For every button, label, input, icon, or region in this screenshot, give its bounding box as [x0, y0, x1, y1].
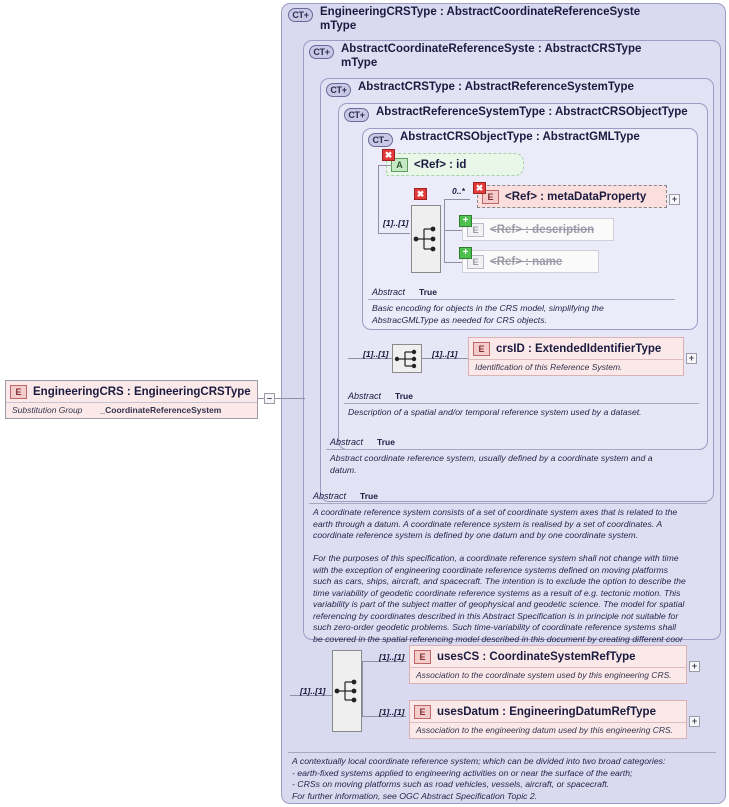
collapse-toggle[interactable]: –: [264, 393, 275, 404]
connector: [275, 398, 305, 399]
ct-expand-icon[interactable]: CT+: [288, 8, 313, 22]
cardinality-label: [1]..[1]: [379, 652, 405, 662]
type-header-abstractcrsobjecttype: CT– AbstractCRSObjectType : AbstractGMLType: [368, 131, 693, 147]
type-header-engineeringcrstype: CT+ EngineeringCRSType : AbstractCoordinateReferenceSyste mType: [288, 6, 718, 33]
abstract-value: True: [419, 287, 437, 297]
connector: [444, 199, 470, 200]
connector: [444, 262, 462, 263]
type-header-abstractcoordinatereferencesystemtype: CT+ AbstractCoordinateReferenceSyste : AbstractCRSType mType: [309, 43, 714, 70]
expand-toggle[interactable]: +: [686, 353, 697, 364]
expand-toggle[interactable]: +: [689, 661, 700, 672]
substitution-group-label: Substitution Group: [12, 405, 83, 415]
type-header-abstractcrstype: CT+ AbstractCRSType : AbstractReferenceSystemType: [326, 81, 706, 97]
substitution-group-value: _CoordinateReferenceSystem: [100, 405, 222, 415]
sequence-compositor[interactable]: [392, 344, 422, 373]
ct-expand-icon[interactable]: CT+: [309, 45, 334, 59]
doc-text: A coordinate reference system consists of a set of coordinate system axes that is related to the earth through a datum. A coordinate reference system is realised by a set of coordinates. A coordinate reference system is defined by one datum and by one coordinate system. For the purposes of this specification, a coordinate reference system shall not change with time with the exception of engineering coordinate reference systems defined on moving platforms such as cars, ships, aircraft, and spacecraft. The intention is to exclude the option to describe the time variability of geodetic coordinate reference systems as a result of e.g. tectonic motion. This variability is part of the subject matter of geophysical and geodetic science. The model for spatial referencing by coordinates described in this Abstract Specification is in principle not suitable for such zero-order geodetic problems. Such time-variability of coordinate reference systems shall be covered in the spatial referencing model described in this document by creating different coor: [313, 507, 686, 644]
cardinality-label: [1]..[1]: [300, 686, 326, 696]
node-usesdatum[interactable]: E usesDatum : EngineeringDatumRefType Association to the engineering datum used by this engineering CRS.: [409, 700, 687, 739]
element-icon: E: [467, 223, 484, 237]
doc-text: Basic encoding for objects in the CRS model, simplifying the AbstracGMLType as needed for CRS objects.: [372, 303, 604, 325]
add-icon: +: [459, 215, 472, 227]
element-icon: E: [467, 255, 484, 269]
ct-expand-icon[interactable]: CT–: [368, 133, 393, 147]
doc-text: Description of a spatial and/or temporal reference system used by a dataset.: [348, 407, 642, 417]
element-icon: E: [482, 190, 499, 204]
node-id-attribute[interactable]: A <Ref> : id: [386, 153, 524, 176]
abstract-label: Abstract: [313, 491, 347, 501]
node-description[interactable]: E <Ref> : description: [462, 218, 614, 241]
sequence-compositor[interactable]: [411, 205, 441, 273]
connector: [378, 233, 410, 234]
cardinality-label: [1]..[1]: [363, 349, 389, 359]
cardinality-label: [1]..[1]: [432, 349, 458, 359]
abstract-label: Abstract: [372, 287, 406, 297]
cardinality-label: [1]..[1]: [383, 218, 409, 228]
type-header-abstractreferencesystemtype: CT+ AbstractReferenceSystemType : AbstractCRSObjectType: [344, 106, 702, 122]
node-doc: Association to the engineering datum used by this engineering CRS.: [410, 722, 686, 738]
doc-abstractcrstype: [326, 436, 698, 478]
doc-text: Abstract coordinate reference system, usually defined by a coordinate system and a datum.: [330, 453, 653, 475]
ct-expand-icon[interactable]: CT+: [326, 83, 351, 97]
connector: [444, 230, 462, 231]
element-icon: E: [414, 705, 431, 719]
abstract-label: Abstract: [348, 391, 382, 401]
node-doc: Association to the coordinate system used by this engineering CRS.: [410, 667, 686, 683]
root-element-engineeringcrs[interactable]: E EngineeringCRS : EngineeringCRSType Substitution Group _CoordinateReferenceSystem: [5, 380, 258, 419]
doc-engineeringcrstype: [288, 752, 716, 804]
attribute-icon: A: [391, 158, 408, 172]
expand-toggle[interactable]: +: [669, 194, 680, 205]
element-icon: E: [10, 385, 27, 399]
connector: [362, 661, 363, 716]
connector: [444, 199, 445, 262]
element-icon: E: [414, 650, 431, 664]
cardinality-label: 0..*: [452, 186, 465, 196]
abstract-label: Abstract: [330, 437, 364, 447]
node-doc: Identification of this Reference System.: [469, 359, 683, 375]
element-icon: E: [473, 342, 490, 356]
sequence-compositor[interactable]: [332, 650, 362, 732]
add-icon: +: [459, 247, 472, 259]
doc-abstractreferencesystemtype: [344, 390, 699, 421]
abstract-value: True: [360, 491, 378, 501]
node-crsid[interactable]: E crsID : ExtendedIdentifierType Identification of this Reference System.: [468, 337, 684, 376]
ct-expand-icon[interactable]: CT+: [344, 108, 369, 122]
connector: [378, 165, 379, 233]
prohibited-icon: ✖: [382, 149, 395, 161]
prohibited-icon: ✖: [473, 182, 486, 194]
node-name[interactable]: E <Ref> : name: [462, 250, 599, 273]
doc-abstractcrsobjecttype: [368, 286, 675, 328]
connector: [378, 165, 392, 166]
node-usescs[interactable]: E usesCS : CoordinateSystemRefType Association to the coordinate system used by this engineering CRS.: [409, 645, 687, 684]
cardinality-label: [1]..[1]: [379, 707, 405, 717]
abstract-value: True: [377, 437, 395, 447]
doc-abstractcoordinatereferencesystemtype: [309, 490, 707, 647]
substitution-group: [6, 402, 257, 418]
abstract-value: True: [395, 391, 413, 401]
doc-text: A contextually local coordinate reference system; which can be divided into two broad categories: - earth-fixed systems applied to engineering activities on or near the surface of the earth; - CRSs on moving platforms such as road vehicles, vessels, aircraft, or spacecraft. For further information, see OGC Abstract Specification Topic 2.: [292, 756, 666, 801]
prohibited-icon: ✖: [414, 188, 427, 200]
node-metadataproperty[interactable]: E <Ref> : metaDataProperty: [477, 185, 667, 208]
expand-toggle[interactable]: +: [689, 716, 700, 727]
